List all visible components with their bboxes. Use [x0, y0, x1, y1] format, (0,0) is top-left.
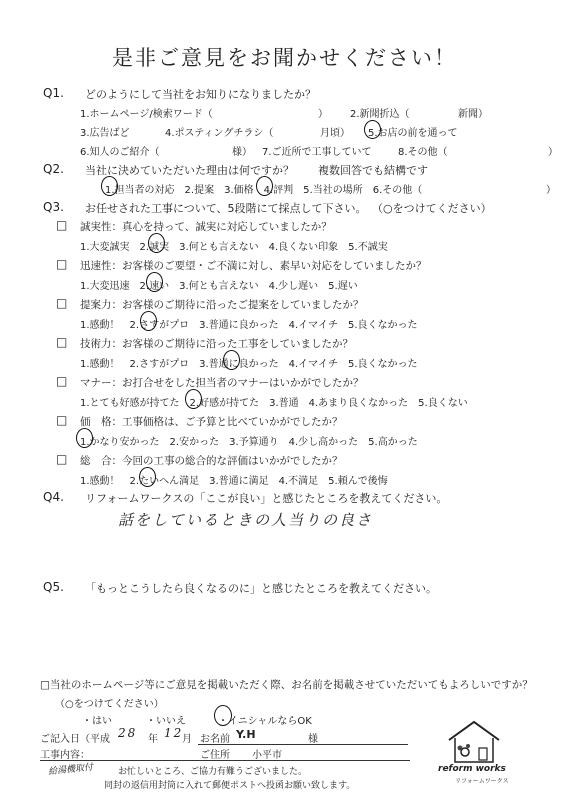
- consent-question: □当社のホームページ等にご意見を掲載いただく際、お名前を掲載させていただいてもよろしいですか？: [40, 679, 533, 691]
- q3-item-options[interactable]: 1.感動！ 2.さすがプロ 3.普通に良かった 4.イマイチ 5.良くなかった: [80, 359, 418, 370]
- q3-checkbox[interactable]: □: [56, 257, 68, 271]
- footer-thanks: お忙しいところ、ご協力有難うございました。: [118, 767, 308, 777]
- answer-circle: [214, 705, 232, 726]
- q1-question: どのようにして当社をお知りになりましたか？: [85, 88, 316, 101]
- q3-item-label: マナー：お打合せをした担当者のマナーはいかがでしたか？: [80, 377, 364, 389]
- consent-note: （○をつけてください）: [55, 699, 164, 710]
- q1-opt-homepage[interactable]: 1.ホームページ/検索ワード（: [80, 109, 213, 120]
- q1-opt-storefront[interactable]: 5.お店の前を通って: [368, 128, 458, 139]
- q3-item-options[interactable]: 1.感動！ 2.たいへん満足 3.普通に満足 4.不満足 5.頼んで後悔: [80, 476, 388, 487]
- q4-handwritten-answer[interactable]: 話をしているときの人当りの良さ: [118, 511, 374, 529]
- q1-opt-homepage-close: ）: [318, 109, 328, 120]
- date-month-suffix: 月: [182, 734, 192, 745]
- q1-number: Q1.: [43, 86, 64, 100]
- logo-text: reform works: [438, 764, 506, 774]
- q3-item-label: 技術力：お客様のご期待に沿った工事をしていましたか？: [80, 338, 353, 350]
- q3-item-options[interactable]: 1.大変迅速 2.速い 3.何とも言えない 4.少し遅い 5.遅い: [80, 281, 358, 292]
- q4-number: Q4.: [43, 490, 64, 504]
- q3-item-label: 総 合：今回の工事の総合的な評価はいかがでしたか？: [80, 455, 343, 467]
- work-label: 工事内容：: [40, 750, 90, 761]
- q3-checkbox[interactable]: □: [56, 413, 68, 427]
- q3-item-options[interactable]: 1.大変誠実 2.誠実 3.何とも言えない 4.良くない印象 5.不誠実: [80, 242, 388, 253]
- work-underline: [40, 760, 410, 761]
- answer-circle: [76, 428, 93, 448]
- q5-number: Q5.: [43, 580, 64, 594]
- q4-question: リフォームワークスの「ここが良い」と感じたところを教えてください。: [85, 492, 448, 505]
- answer-circle: [146, 272, 163, 292]
- consent-opt-initials[interactable]: ・イニシャルならOK: [218, 716, 312, 727]
- q3-number: Q3.: [43, 200, 64, 214]
- date-label: ご記入日（平成: [40, 734, 110, 745]
- q1-opt-referral[interactable]: 6.知人のご紹介（: [80, 147, 160, 158]
- q1-opt-nearby[interactable]: 7.ご近所で工事していて: [262, 147, 372, 158]
- q2-options-close: ）: [546, 185, 556, 196]
- house-logo-icon: [443, 718, 505, 766]
- consent-opt-no[interactable]: ・いいえ: [146, 716, 186, 727]
- date-year-suffix: 年: [148, 734, 158, 745]
- name-underline: [198, 744, 408, 745]
- q3-item-label: 提案力：お客様のご期待に沿ったご提案をしていましたか？: [80, 299, 364, 311]
- q1-opt-referral-close: 様）: [232, 147, 252, 158]
- consent-opt-yes[interactable]: ・はい: [82, 716, 112, 727]
- name-honorific: 様: [308, 734, 318, 745]
- q1-opt-newspaper[interactable]: 2.新聞折込（: [350, 109, 410, 120]
- q3-checkbox[interactable]: □: [56, 218, 68, 232]
- q1-opt-newspaper-close: 新聞）: [458, 109, 488, 120]
- q1-opt-other[interactable]: 8.その他（: [398, 147, 448, 158]
- footer-instructions: 同封の返信用封筒に入れて郵便ポストへ投函お願い致します。: [104, 781, 356, 791]
- q3-checkbox[interactable]: □: [56, 374, 68, 388]
- answer-circle: [256, 176, 273, 196]
- logo-subtext: リフォームワークス: [455, 778, 509, 785]
- name-label: お名前: [200, 734, 230, 745]
- answer-circle: [185, 389, 202, 409]
- address-label: ご住所: [200, 750, 230, 761]
- q3-item-options[interactable]: 1.かなり安かった 2.安かった 3.予算通り 4.少し高かった 5.高かった: [80, 437, 418, 448]
- q2-options[interactable]: 1.担当者の対応 2.提案 3.価格 4.評判 5.当社の場所 6.その他（: [105, 185, 423, 196]
- q3-checkbox[interactable]: □: [56, 296, 68, 310]
- q3-item-label: 価 格：工事価格は、ご予算と比べていかがでしたか？: [80, 416, 343, 428]
- date-year[interactable]: 28: [118, 726, 138, 740]
- q3-item-options[interactable]: 1.とても好感が持てた 2.好感が持てた 3.普通 4.あまり良くなかった 5.良くない: [80, 398, 468, 409]
- q3-question: お任せされた工事について、5段階にて採点して下さい。: [85, 202, 367, 215]
- answer-circle: [101, 176, 118, 196]
- answer-circle: [148, 233, 165, 253]
- q3-checkbox[interactable]: □: [56, 452, 68, 466]
- q2-number: Q2.: [43, 162, 64, 176]
- q3-item-options[interactable]: 1.感動！ 2.さすがプロ 3.普通に良かった 4.イマイチ 5.良くなかった: [80, 320, 418, 331]
- answer-circle: [139, 467, 156, 487]
- q3-item-label: 誠実性：真心を持って、誠実に対応していましたか？: [80, 221, 332, 233]
- q2-question: 当社に決めていただいた理由は何ですか？: [85, 164, 294, 177]
- answer-circle: [223, 350, 240, 370]
- q1-opt-posting[interactable]: 4.ポスティングチラシ（: [165, 128, 274, 139]
- work-value[interactable]: 給湯機取付: [47, 762, 94, 778]
- name-value[interactable]: Y.H: [236, 728, 256, 741]
- address-value[interactable]: 小平市: [252, 750, 282, 761]
- page-title: 是非ご意見をお聞かせください！: [112, 46, 457, 70]
- q5-question: 「もっとこうしたら良くなるのに」と感じたところを教えてください。: [85, 582, 437, 595]
- q2-note: 複数回答でも結構です: [318, 164, 428, 177]
- q1-opt-ad[interactable]: 3.広告ばど: [80, 128, 130, 139]
- q1-opt-posting-month: 月頃）: [320, 128, 350, 139]
- q3-note: （○をつけてください）: [372, 202, 492, 215]
- date-month[interactable]: 12: [164, 726, 184, 740]
- q1-opt-other-close: ）: [548, 147, 558, 158]
- answer-circle: [364, 120, 381, 139]
- answer-circle: [140, 311, 157, 331]
- q3-checkbox[interactable]: □: [56, 335, 68, 349]
- q3-item-label: 迅速性：お客様のご要望・ご不満に対し、素早い対応をしていましたか？: [80, 260, 427, 272]
